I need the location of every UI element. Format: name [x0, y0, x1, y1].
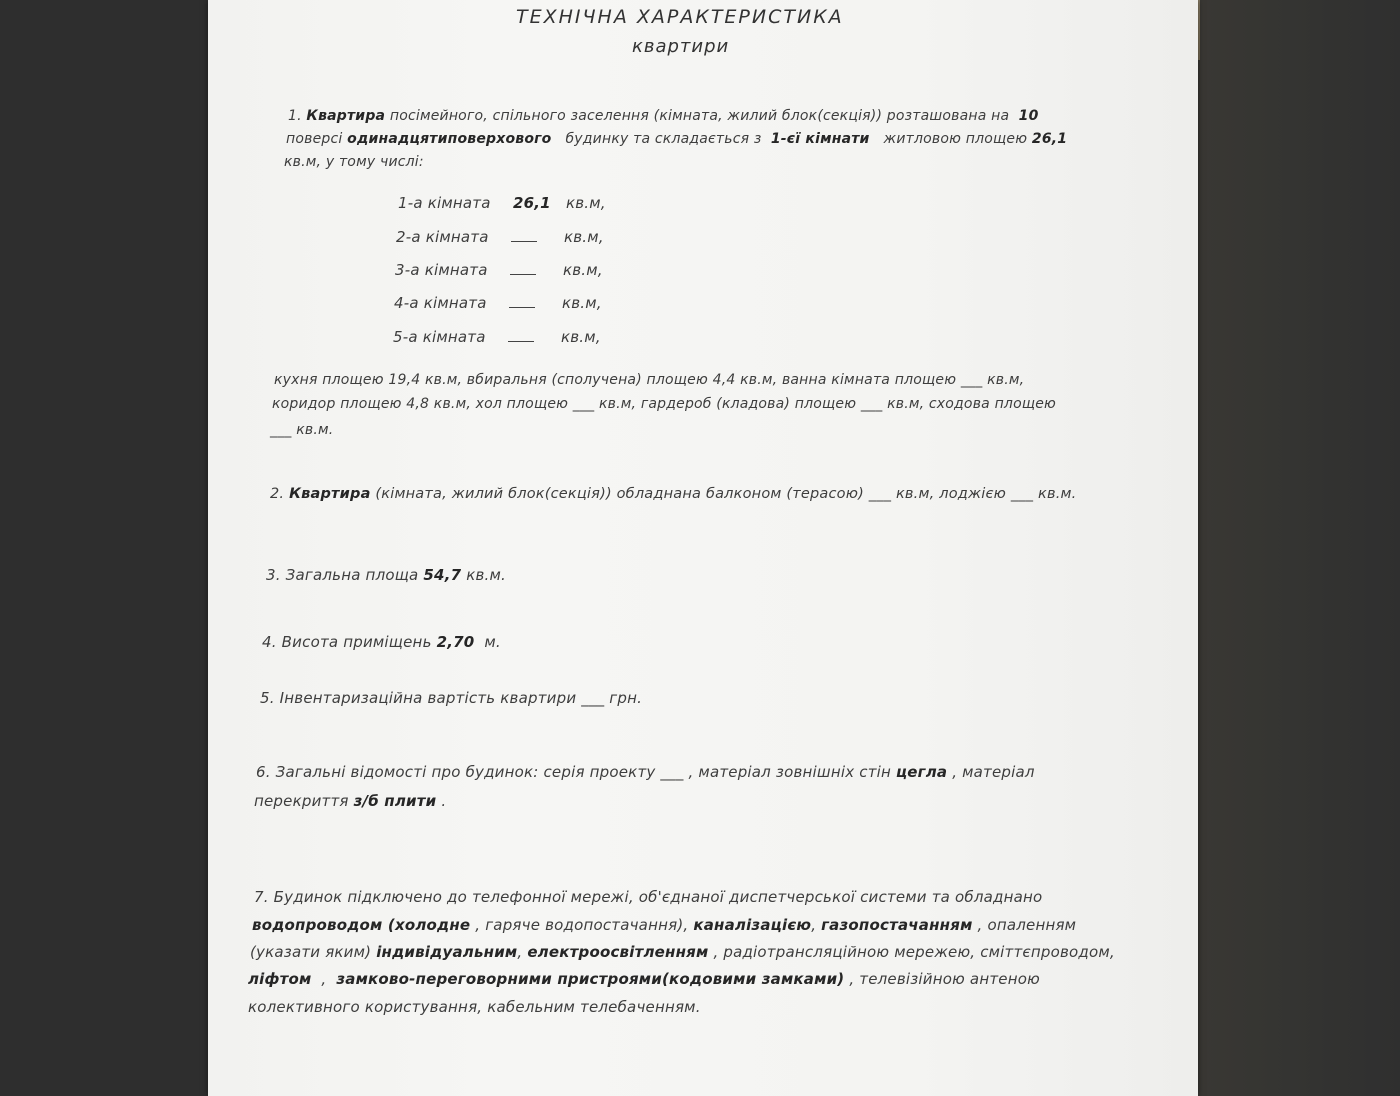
room-value-blank [508, 328, 556, 346]
section-7-line-2: водопроводом (холодне , гаряче водопостачання), каналізацією, газопостачанням , опаленням [252, 916, 1077, 934]
room-unit: кв.м, [565, 194, 606, 212]
section-6-line-2: перекриття з/б плити . [254, 792, 447, 810]
room-row-1 [398, 194, 606, 212]
section-7-line-3: (указати яким) індивідуальним, електроосвітленням , радіотрансляційною мережею, сміттєпроводом, [250, 943, 1115, 961]
section-7-line-4: ліфтом , замково-переговорними пристроями(кодовими замками) , телевізійною антеною [248, 970, 1040, 988]
areas-line-1: кухня площею 19,4 кв.м, вбиральня (сполучена) площею 4,4 кв.м, ванна кімната площею ___ кв.м, [274, 372, 1025, 388]
room-unit: кв.м, [563, 228, 604, 246]
section-1-line-1: 1. Квартира посімейного, спільного заселення (кімната, жилий блок(секція)) розташована на 10 [288, 108, 1039, 124]
room-label: 5-а кімната [393, 328, 486, 346]
room-label: 4-а кімната [394, 294, 487, 312]
room-row-3 [395, 261, 603, 279]
room-unit: кв.м, [560, 328, 601, 346]
section-5: 5. Інвентаризаційна вартість квартири ___ грн. [260, 689, 643, 707]
background-right [1188, 0, 1400, 1096]
room-unit: кв.м, [562, 261, 603, 279]
section-7-line-5: колективного користування, кабельним телебаченням. [248, 998, 701, 1016]
room-row-4 [394, 294, 602, 312]
room-value-blank [510, 261, 558, 279]
room-row-5 [393, 328, 601, 346]
room-label: 1-а кімната [398, 194, 491, 212]
section-1-line-2: поверсі одинадцятиповерхового будинку та складається з 1-єї кімнати житловою площею 26,1 [286, 131, 1068, 147]
section-1-line-3: кв.м, у тому числі: [284, 154, 424, 170]
room-label: 2-а кімната [396, 228, 489, 246]
room-value: 26,1 [512, 194, 551, 212]
section-3: 3. Загальна площа 54,7 кв.м. [266, 566, 506, 584]
document-page [208, 0, 1198, 1096]
room-unit: кв.м, [561, 294, 602, 312]
section-2: 2. Квартира (кімната, жилий блок(секція)) обладнана балконом (терасою) ___ кв.м, лоджією ___ кв.м. [270, 486, 1077, 502]
document-title: ТЕХНІЧНА ХАРАКТЕРИСТИКА [516, 6, 844, 28]
room-value-blank [509, 294, 557, 312]
areas-line-2: коридор площею 4,8 кв.м, хол площею ___ кв.м, гардероб (кладова) площею ___ кв.м, сходова площею [272, 396, 1057, 412]
room-value-blank [511, 228, 559, 246]
areas-line-3: ___ кв.м. [270, 422, 334, 438]
section-7-line-1: 7. Будинок підключено до телефонної мережі, об'єднаної диспетчерської системи та обладнано [254, 888, 1043, 906]
document-subtitle: квартири [632, 36, 730, 57]
room-label: 3-а кімната [395, 261, 488, 279]
section-6-line-1: 6. Загальні відомості про будинок: серія проекту ___ , матеріал зовнішніх стін цегла , матеріал [256, 763, 1035, 781]
room-row-2 [396, 228, 604, 246]
section-4: 4. Висота приміщень 2,70 м. [262, 633, 501, 651]
